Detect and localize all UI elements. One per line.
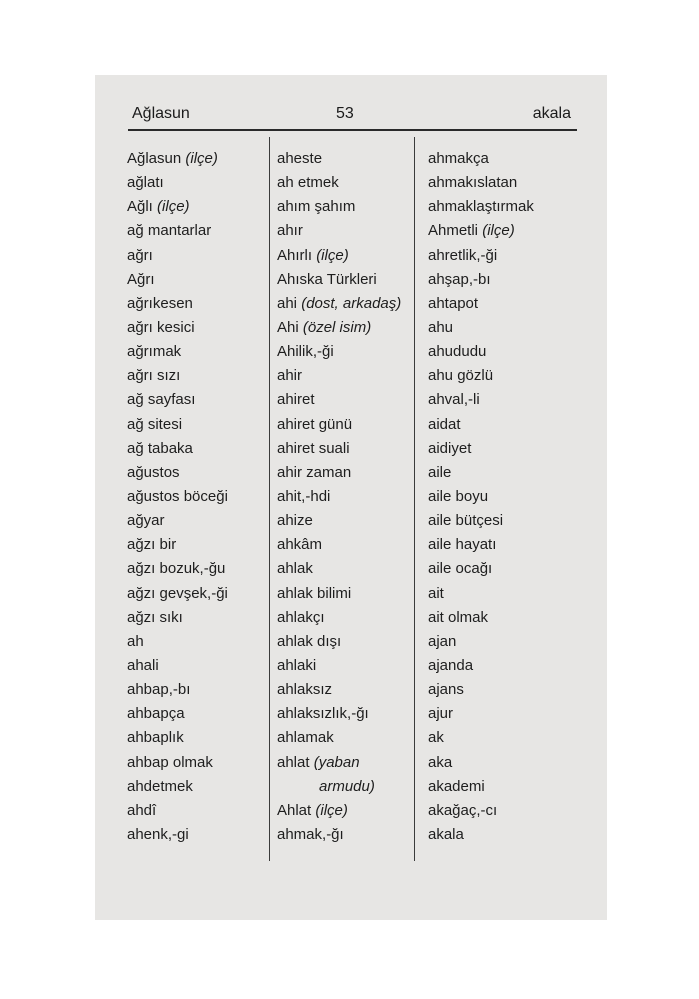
dictionary-entry	[428, 388, 534, 412]
dictionary-entry	[428, 630, 534, 654]
dictionary-entry	[277, 775, 401, 799]
header-last-word: akala	[532, 105, 571, 122]
entry-word: ahali	[127, 656, 159, 674]
entry-note: armudu)	[319, 777, 375, 795]
dictionary-entry	[428, 292, 534, 316]
entry-word: ait	[428, 584, 444, 602]
entry-word: ahdî	[127, 801, 157, 819]
entry-word: ağzı bozuk,-ğu	[127, 560, 226, 578]
dictionary-entry	[127, 171, 228, 195]
entry-word: ahiret suali	[277, 439, 350, 457]
dictionary-entry	[428, 509, 534, 533]
entry-column-2	[277, 147, 401, 847]
dictionary-entry	[277, 340, 401, 364]
dictionary-entry	[277, 195, 401, 219]
entry-word: Ağlasun	[127, 150, 182, 167]
entry-word: Ağlı	[127, 198, 153, 216]
entry-word: ağlatı	[127, 174, 164, 192]
entry-word: ağ sayfası	[127, 391, 196, 409]
entry-word: ahiret	[277, 391, 315, 409]
entry-word: ağrıkesen	[127, 294, 193, 312]
entry-word: ahlakçı	[277, 608, 325, 626]
dictionary-entry	[127, 147, 228, 171]
dictionary-entry	[127, 630, 228, 654]
entry-word: ak	[428, 729, 444, 747]
entry-word: ah etmek	[277, 174, 339, 192]
entry-word: ahududu	[428, 343, 487, 361]
dictionary-entry	[428, 268, 534, 292]
dictionary-entry	[428, 413, 534, 437]
entry-word: ahir	[277, 367, 303, 385]
entry-note: (dost, arkadaş)	[301, 294, 402, 312]
dictionary-entry	[127, 799, 228, 823]
dictionary-entry	[127, 726, 228, 750]
dictionary-entry	[127, 195, 228, 219]
dictionary-entry	[428, 364, 534, 388]
entry-word: ahenk,-gi	[127, 825, 189, 843]
entry-word: ahval,-li	[428, 391, 480, 409]
dictionary-entry	[428, 702, 534, 726]
dictionary-entry	[428, 678, 534, 702]
entry-word: ajans	[428, 681, 464, 699]
dictionary-entry	[428, 244, 534, 268]
entry-word: ahşap,-bı	[428, 270, 491, 288]
entry-note: (özel isim)	[302, 318, 372, 336]
dictionary-entry	[127, 485, 228, 509]
entry-word: ahlaksızlık,-ğı	[277, 705, 369, 723]
entry-note: (ilçe)	[315, 801, 348, 819]
dictionary-entry	[277, 171, 401, 195]
dictionary-entry	[127, 292, 228, 316]
entry-word: ağzı gevşek,-ği	[127, 584, 228, 602]
entry-word: aka	[428, 753, 453, 771]
entry-word: ahlak	[277, 560, 313, 578]
entry-word: aile boyu	[428, 487, 489, 505]
dictionary-entry	[127, 461, 228, 485]
entry-word: aile	[428, 463, 452, 481]
dictionary-entry	[127, 775, 228, 799]
dictionary-entry	[127, 219, 228, 243]
entry-word: ağyar	[127, 512, 165, 530]
dictionary-entry	[277, 509, 401, 533]
entry-word: aheste	[277, 150, 323, 167]
dictionary-entry	[277, 485, 401, 509]
entry-word: ajanda	[428, 656, 474, 674]
entry-word: Ahırlı	[277, 246, 313, 264]
dictionary-entry	[127, 364, 228, 388]
entry-word: ahtapot	[428, 294, 479, 312]
dictionary-entry	[428, 533, 534, 557]
entry-note: (ilçe)	[482, 222, 515, 240]
entry-word: aile ocağı	[428, 560, 493, 578]
dictionary-entry	[127, 268, 228, 292]
dictionary-entry	[428, 340, 534, 364]
header-first-word: Ağlasun	[132, 105, 190, 122]
entry-word: Ağrı	[127, 270, 155, 288]
dictionary-entry	[127, 751, 228, 775]
entry-column-3	[428, 147, 534, 847]
dictionary-entry	[428, 823, 534, 847]
dictionary-entry	[277, 292, 401, 316]
entry-word: akala	[428, 825, 464, 843]
dictionary-entry	[277, 244, 401, 268]
entry-word: Ahmetli	[428, 222, 479, 240]
entry-word: ahkâm	[277, 536, 323, 554]
entry-word: ağustos	[127, 463, 180, 481]
dictionary-entry	[428, 557, 534, 581]
entry-word: ağ mantarlar	[127, 222, 212, 240]
entry-word: ahretlik,-ği	[428, 246, 498, 264]
dictionary-entry	[428, 171, 534, 195]
dictionary-entry	[127, 413, 228, 437]
dictionary-entry	[127, 702, 228, 726]
entry-word: ahmakça	[428, 150, 489, 167]
dictionary-entry	[277, 364, 401, 388]
dictionary-entry	[127, 316, 228, 340]
dictionary-entry	[277, 751, 401, 775]
entry-word: ajan	[428, 632, 457, 650]
dictionary-entry	[428, 775, 534, 799]
entry-word: ahu gözlü	[428, 367, 494, 385]
dictionary-entry	[277, 316, 401, 340]
dictionary-entry	[428, 726, 534, 750]
dictionary-entry	[428, 799, 534, 823]
dictionary-entry	[277, 557, 401, 581]
dictionary-entry	[428, 485, 534, 509]
dictionary-entry	[277, 799, 401, 823]
entry-word: ağrımak	[127, 343, 182, 361]
dictionary-entry	[277, 702, 401, 726]
dictionary-entry	[127, 678, 228, 702]
entry-word: ahmak,-ğı	[277, 825, 344, 843]
dictionary-entry	[277, 461, 401, 485]
entry-note: (yaban	[313, 753, 360, 771]
entry-note: (ilçe)	[157, 198, 190, 216]
dictionary-entry	[428, 437, 534, 461]
dictionary-entry	[127, 509, 228, 533]
dictionary-entry	[277, 582, 401, 606]
dictionary-entry	[127, 340, 228, 364]
entry-word: ahiret günü	[277, 415, 353, 433]
entry-word: Ahıska Türkleri	[277, 270, 377, 288]
dictionary-entry	[127, 557, 228, 581]
dictionary-entry	[277, 219, 401, 243]
entry-note: (ilçe)	[316, 246, 349, 264]
entry-word: ait olmak	[428, 608, 489, 626]
entry-word: ahbapça	[127, 705, 185, 723]
entry-word: ahım şahım	[277, 198, 356, 216]
entry-word: ağzı bir	[127, 536, 177, 554]
dictionary-entry	[277, 388, 401, 412]
dictionary-entry	[127, 606, 228, 630]
dictionary-entry	[127, 823, 228, 847]
dictionary-entry	[428, 147, 534, 171]
dictionary-entry	[428, 751, 534, 775]
dictionary-page	[95, 75, 607, 920]
entry-word: ahu	[428, 318, 454, 336]
dictionary-entry	[428, 219, 534, 243]
entry-word: akağaç,-cı	[428, 801, 498, 819]
entry-word: ahi	[277, 294, 298, 312]
dictionary-entry	[277, 654, 401, 678]
entry-word: ağ tabaka	[127, 439, 193, 457]
dictionary-entry	[127, 244, 228, 268]
dictionary-entry	[277, 437, 401, 461]
entry-word: ahır	[277, 222, 303, 240]
entry-note: (ilçe)	[185, 150, 218, 167]
page-number: 53	[336, 105, 354, 122]
entry-word: Ahi	[277, 318, 299, 336]
entry-word: ahmaklaştırmak	[428, 198, 534, 216]
entry-word: ahlat	[277, 753, 310, 771]
dictionary-entry	[428, 195, 534, 219]
dictionary-entry	[277, 678, 401, 702]
dictionary-entry	[428, 654, 534, 678]
entry-word: ağzı sıkı	[127, 608, 183, 626]
entry-word: aidiyet	[428, 439, 472, 457]
entry-word: ağrı	[127, 246, 153, 264]
column-divider	[414, 137, 415, 861]
entry-word: ahize	[277, 512, 313, 530]
dictionary-entry	[127, 533, 228, 557]
dictionary-entry	[428, 316, 534, 340]
entry-word: ahlaksız	[277, 681, 333, 699]
entry-word: aile hayatı	[428, 536, 497, 554]
entry-word: Ahilik,-ği	[277, 343, 334, 361]
dictionary-entry	[127, 582, 228, 606]
entry-word: ahbap,-bı	[127, 681, 191, 699]
dictionary-entry	[277, 413, 401, 437]
entry-word: ağustos böceği	[127, 487, 228, 505]
entry-word: ağ sitesi	[127, 415, 183, 433]
entry-word: ahdetmek	[127, 777, 193, 795]
entry-word: ajur	[428, 705, 454, 723]
entry-word: akademi	[428, 777, 485, 795]
dictionary-entry	[277, 726, 401, 750]
dictionary-entry	[127, 388, 228, 412]
header-rule	[128, 129, 577, 131]
entry-word: ah	[127, 632, 144, 650]
dictionary-entry	[428, 582, 534, 606]
entry-word: ahlamak	[277, 729, 334, 747]
dictionary-entry	[127, 654, 228, 678]
dictionary-entry	[277, 823, 401, 847]
dictionary-entry	[428, 461, 534, 485]
dictionary-entry	[277, 606, 401, 630]
entry-word: ahbaplık	[127, 729, 184, 747]
entry-word: ahbap olmak	[127, 753, 213, 771]
entry-word: ahlak bilimi	[277, 584, 352, 602]
dictionary-entry	[277, 268, 401, 292]
entry-column-1	[127, 147, 228, 847]
column-divider	[269, 137, 270, 861]
dictionary-entry	[127, 437, 228, 461]
entry-word: ağrı sızı	[127, 367, 181, 385]
entry-word: aidat	[428, 415, 461, 433]
dictionary-entry	[428, 606, 534, 630]
entry-word: ahmakıslatan	[428, 174, 518, 192]
entry-word: aile bütçesi	[428, 512, 504, 530]
entry-word: Ahlat	[277, 801, 312, 819]
entry-word: ahlak dışı	[277, 632, 342, 650]
entry-word: ahlaki	[277, 656, 317, 674]
entry-word: ağrı kesici	[127, 318, 195, 336]
dictionary-entry	[277, 147, 401, 171]
dictionary-entry	[277, 533, 401, 557]
dictionary-entry	[277, 630, 401, 654]
entry-word: ahit,-hdi	[277, 487, 331, 505]
entry-word: ahir zaman	[277, 463, 352, 481]
